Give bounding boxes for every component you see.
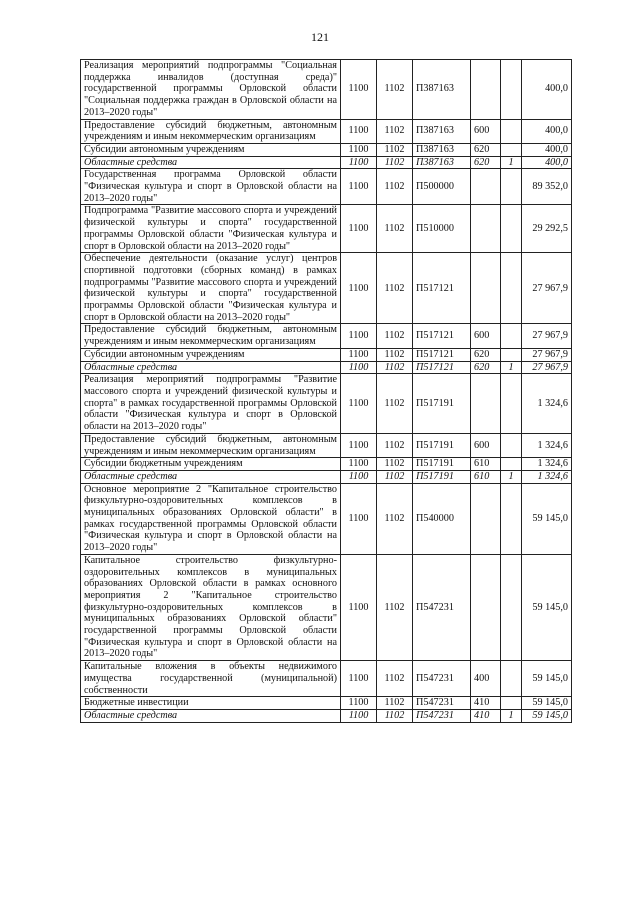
amount-cell: 27 967,9 <box>522 253 572 324</box>
source-code-cell <box>501 169 522 205</box>
amount-cell: 89 352,0 <box>522 169 572 205</box>
target-article-cell: П510000 <box>413 205 471 253</box>
source-code-cell <box>501 119 522 143</box>
source-code-cell: 1 <box>501 709 522 722</box>
item-name-cell: Реализация мероприятий подпрограммы "Социальная поддержка инвалидов (доступная среда)" государственной программы Орловской области "Социальная поддержка граждан в Орловской области на 2013–2020 годы" <box>81 60 341 120</box>
amount-cell: 400,0 <box>522 60 572 120</box>
table-row <box>81 554 572 660</box>
target-article-cell: П547231 <box>413 554 471 660</box>
subsection-code-cell: 1102 <box>377 361 413 374</box>
subsection-code-cell: 1102 <box>377 253 413 324</box>
amount-cell: 29 292,5 <box>522 205 572 253</box>
expense-type-cell: 610 <box>471 470 501 483</box>
item-name-cell: Областные средства <box>81 709 341 722</box>
item-name-cell: Реализация мероприятий подпрограммы "Развитие массового спорта и учреждений физической культуры и спорта" в рамках государственной программы Орловской области "Физическая культура и спорт в Орловской области на 2013–2020 годы" <box>81 374 341 434</box>
subsection-code-cell: 1102 <box>377 156 413 169</box>
item-name-cell: Предоставление субсидий бюджетным, автономным учреждениям и иным некоммерческим организациям <box>81 119 341 143</box>
target-article-cell: П517121 <box>413 253 471 324</box>
section-code-cell: 1100 <box>341 156 377 169</box>
subsection-code-cell: 1102 <box>377 661 413 697</box>
target-article-cell: П517121 <box>413 361 471 374</box>
source-code-cell <box>501 205 522 253</box>
subsection-code-cell: 1102 <box>377 374 413 434</box>
section-code-cell: 1100 <box>341 458 377 471</box>
section-code-cell: 1100 <box>341 348 377 361</box>
amount-cell: 27 967,9 <box>522 361 572 374</box>
item-name-cell: Субсидии автономным учреждениям <box>81 348 341 361</box>
amount-cell: 400,0 <box>522 119 572 143</box>
target-article-cell: П547231 <box>413 661 471 697</box>
amount-cell: 1 324,6 <box>522 433 572 457</box>
source-code-cell: 1 <box>501 361 522 374</box>
amount-cell: 59 145,0 <box>522 661 572 697</box>
expense-type-cell: 410 <box>471 709 501 722</box>
item-name-cell: Субсидии автономным учреждениям <box>81 143 341 156</box>
expense-type-cell: 620 <box>471 156 501 169</box>
source-code-cell <box>501 697 522 710</box>
amount-cell: 27 967,9 <box>522 324 572 348</box>
table-row <box>81 458 572 471</box>
amount-cell: 1 324,6 <box>522 374 572 434</box>
expense-type-cell: 410 <box>471 697 501 710</box>
target-article-cell: П387163 <box>413 156 471 169</box>
amount-cell: 400,0 <box>522 156 572 169</box>
expense-type-cell <box>471 205 501 253</box>
table-row <box>81 483 572 554</box>
target-article-cell: П517191 <box>413 470 471 483</box>
table-row <box>81 661 572 697</box>
amount-cell: 27 967,9 <box>522 348 572 361</box>
subsection-code-cell: 1102 <box>377 205 413 253</box>
target-article-cell: П517121 <box>413 324 471 348</box>
item-name-cell: Капитальные вложения в объекты недвижимого имущества государственной (муниципальной) собственности <box>81 661 341 697</box>
subsection-code-cell: 1102 <box>377 324 413 348</box>
table-row <box>81 348 572 361</box>
amount-cell: 59 145,0 <box>522 697 572 710</box>
amount-cell: 59 145,0 <box>522 554 572 660</box>
subsection-code-cell: 1102 <box>377 169 413 205</box>
item-name-cell: Областные средства <box>81 156 341 169</box>
expense-type-cell: 600 <box>471 119 501 143</box>
source-code-cell <box>501 253 522 324</box>
target-article-cell: П387163 <box>413 60 471 120</box>
expense-type-cell: 600 <box>471 433 501 457</box>
subsection-code-cell: 1102 <box>377 143 413 156</box>
section-code-cell: 1100 <box>341 143 377 156</box>
section-code-cell: 1100 <box>341 205 377 253</box>
subsection-code-cell: 1102 <box>377 348 413 361</box>
source-code-cell <box>501 661 522 697</box>
amount-cell: 400,0 <box>522 143 572 156</box>
item-name-cell: Предоставление субсидий бюджетным, автономным учреждениям и иным некоммерческим организациям <box>81 324 341 348</box>
section-code-cell: 1100 <box>341 119 377 143</box>
section-code-cell: 1100 <box>341 554 377 660</box>
section-code-cell: 1100 <box>341 433 377 457</box>
source-code-cell <box>501 483 522 554</box>
target-article-cell: П500000 <box>413 169 471 205</box>
source-code-cell <box>501 348 522 361</box>
table-row <box>81 374 572 434</box>
expense-type-cell: 620 <box>471 143 501 156</box>
item-name-cell: Подпрограмма "Развитие массового спорта и учреждений физической культуры и спорта" государственной программы Орловской области "Физическая культура и спорт в Орловской области на 2013–2020 годы" <box>81 205 341 253</box>
target-article-cell: П517191 <box>413 433 471 457</box>
item-name-cell: Бюджетные инвестиции <box>81 697 341 710</box>
amount-cell: 59 145,0 <box>522 483 572 554</box>
subsection-code-cell: 1102 <box>377 433 413 457</box>
subsection-code-cell: 1102 <box>377 470 413 483</box>
source-code-cell <box>501 143 522 156</box>
item-name-cell: Капитальное строительство физкультурно-оздоровительных комплексов в муниципальных образованиях Орловской области в рамках основного мероприятия 2 "Капитальное строительство физкультурно-оздоровительных комплексов в муниципальных образованиях Орловской области" государственной программы Орловской области "Физическая культура и спорт в Орловской области на 2013–2020 годы" <box>81 554 341 660</box>
expense-type-cell: 400 <box>471 661 501 697</box>
expense-type-cell: 600 <box>471 324 501 348</box>
budget-table-body <box>81 60 572 723</box>
subsection-code-cell: 1102 <box>377 458 413 471</box>
item-name-cell: Государственная программа Орловской области "Физическая культура и спорт в Орловской области на 2013–2020 годы" <box>81 169 341 205</box>
section-code-cell: 1100 <box>341 361 377 374</box>
expense-type-cell <box>471 374 501 434</box>
item-name-cell: Областные средства <box>81 361 341 374</box>
table-row <box>81 169 572 205</box>
expense-type-cell: 620 <box>471 348 501 361</box>
target-article-cell: П547231 <box>413 709 471 722</box>
target-article-cell: П387163 <box>413 143 471 156</box>
item-name-cell: Основное мероприятие 2 "Капитальное строительство физкультурно-оздоровительных комплексов в муниципальных образованиях Орловской области" в рамках государственной программы Орловской области "Физическая культура и спорт в Орловской области на 2013–2020 годы" <box>81 483 341 554</box>
table-row <box>81 205 572 253</box>
expense-type-cell <box>471 253 501 324</box>
subsection-code-cell: 1102 <box>377 554 413 660</box>
subsection-code-cell: 1102 <box>377 697 413 710</box>
table-row <box>81 697 572 710</box>
expense-type-cell: 620 <box>471 361 501 374</box>
section-code-cell: 1100 <box>341 374 377 434</box>
source-code-cell: 1 <box>501 156 522 169</box>
budget-table <box>80 59 572 723</box>
target-article-cell: П517191 <box>413 458 471 471</box>
section-code-cell: 1100 <box>341 324 377 348</box>
expense-type-cell <box>471 483 501 554</box>
expense-type-cell <box>471 554 501 660</box>
subsection-code-cell: 1102 <box>377 60 413 120</box>
subsection-code-cell: 1102 <box>377 483 413 554</box>
table-row <box>81 433 572 457</box>
source-code-cell <box>501 60 522 120</box>
source-code-cell <box>501 433 522 457</box>
item-name-cell: Субсидии бюджетным учреждениям <box>81 458 341 471</box>
section-code-cell: 1100 <box>341 60 377 120</box>
section-code-cell: 1100 <box>341 169 377 205</box>
source-code-cell: 1 <box>501 470 522 483</box>
section-code-cell: 1100 <box>341 661 377 697</box>
table-row <box>81 119 572 143</box>
item-name-cell: Обеспечение деятельности (оказание услуг) центров спортивной подготовки (сборных команд) в рамках подпрограммы "Развитие массового спорта и учреждений физической культуры и спорта" государственной программы Орловской области "Физическая культура и спорт в Орловской области на 2013–2020 годы" <box>81 253 341 324</box>
section-code-cell: 1100 <box>341 253 377 324</box>
table-row <box>81 324 572 348</box>
target-article-cell: П547231 <box>413 697 471 710</box>
amount-cell: 1 324,6 <box>522 458 572 471</box>
amount-cell: 59 145,0 <box>522 709 572 722</box>
table-row <box>81 361 572 374</box>
item-name-cell: Областные средства <box>81 470 341 483</box>
subsection-code-cell: 1102 <box>377 709 413 722</box>
section-code-cell: 1100 <box>341 483 377 554</box>
subsection-code-cell: 1102 <box>377 119 413 143</box>
table-row <box>81 60 572 120</box>
table-row <box>81 253 572 324</box>
section-code-cell: 1100 <box>341 709 377 722</box>
source-code-cell <box>501 554 522 660</box>
source-code-cell <box>501 324 522 348</box>
source-code-cell <box>501 458 522 471</box>
expense-type-cell <box>471 60 501 120</box>
expense-type-cell <box>471 169 501 205</box>
target-article-cell: П517121 <box>413 348 471 361</box>
section-code-cell: 1100 <box>341 697 377 710</box>
source-code-cell <box>501 374 522 434</box>
amount-cell: 1 324,6 <box>522 470 572 483</box>
section-code-cell: 1100 <box>341 470 377 483</box>
target-article-cell: П540000 <box>413 483 471 554</box>
table-row <box>81 470 572 483</box>
page-number: 121 <box>311 30 329 44</box>
target-article-cell: П517191 <box>413 374 471 434</box>
table-row <box>81 156 572 169</box>
table-row <box>81 143 572 156</box>
table-row <box>81 709 572 722</box>
item-name-cell: Предоставление субсидий бюджетным, автономным учреждениям и иным некоммерческим организациям <box>81 433 341 457</box>
expense-type-cell: 610 <box>471 458 501 471</box>
target-article-cell: П387163 <box>413 119 471 143</box>
